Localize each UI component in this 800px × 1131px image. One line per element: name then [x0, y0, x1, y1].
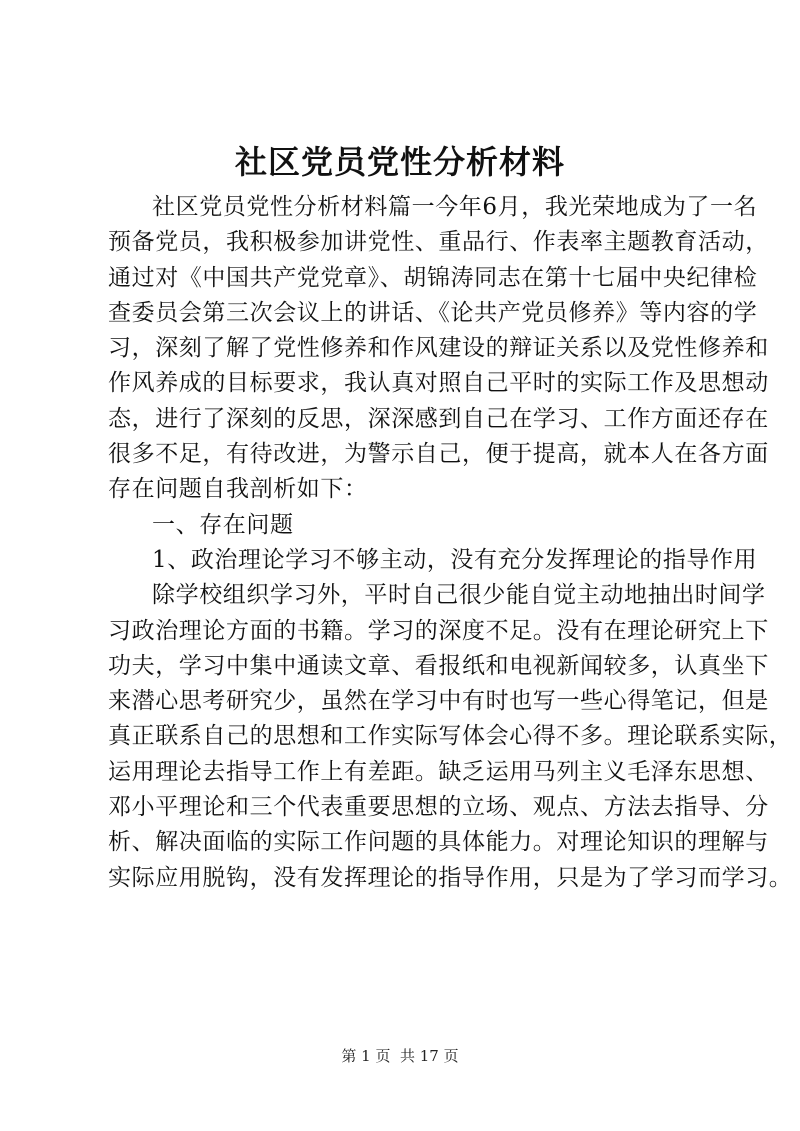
section-heading: 一、存在问题 [152, 511, 294, 538]
paragraph-line: 预备党员，我积极参加讲党性、重品行、作表率主题教育活动， [108, 229, 769, 256]
paragraph-line: 社区党员党性分析材料篇一今年6月，我光荣地成为了一名 [152, 194, 758, 220]
paragraph-line: 功夫，学习中集中通读文章、看报纸和电视新闻较多，认真坐下 [108, 652, 769, 679]
paragraph-line: 来潜心思考研究少，虽然在学习中有时也写一些心得笔记，但是 [108, 688, 769, 715]
subsection-heading: 1、政治理论学习不够主动，没有充分发挥理论的指导作用 [152, 546, 758, 573]
paragraph-line: 除学校组织学习外，平时自己很少能自觉主动地抽出时间学 [152, 582, 766, 609]
paragraph-line: 习政治理论方面的书籍。学习的深度不足。没有在理论研究上下 [108, 617, 769, 644]
paragraph-line: 存在问题自我剖析如下： [108, 476, 368, 503]
paragraph-line: 作风养成的目标要求，我认真对照自己平时的实际工作及思想动 [108, 370, 769, 397]
paragraph-line: 通过对《中国共产党党章》、胡锦涛同志在第十七届中央纪律检 [108, 264, 758, 291]
paragraph-line: 邓小平理论和三个代表重要思想的立场、观点、方法去指导、分 [108, 794, 769, 821]
paragraph-line: 态，进行了深刻的反思，深深感到自己在学习、工作方面还存在 [108, 405, 769, 432]
page-number-footer: 第 1 页 共 17 页 [341, 1047, 459, 1065]
paragraph-line: 运用理论去指导工作上有差距。缺乏运用马列主义毛泽东思想、 [108, 758, 769, 785]
paragraph-line: 习，深刻了解了党性修养和作风建设的辩证关系以及党性修养和 [108, 335, 769, 362]
paragraph-line: 真正联系自己的思想和工作实际写体会心得不多。理论联系实际， [108, 723, 793, 750]
page-title: 社区党员党性分析材料 [234, 143, 565, 181]
paragraph-line: 很多不足，有待改进，为警示自己，便于提高，就本人在各方面 [108, 441, 769, 468]
paragraph-line: 实际应用脱钩，没有发挥理论的指导作用，只是为了学习而学习。 [108, 864, 793, 891]
paragraph-line: 查委员会第三次会议上的讲话、《论共产党员修养》等内容的学 [108, 299, 758, 326]
paragraph-line: 析、解决面临的实际工作问题的具体能力。对理论知识的理解与 [108, 829, 769, 856]
document-body [108, 190, 793, 896]
